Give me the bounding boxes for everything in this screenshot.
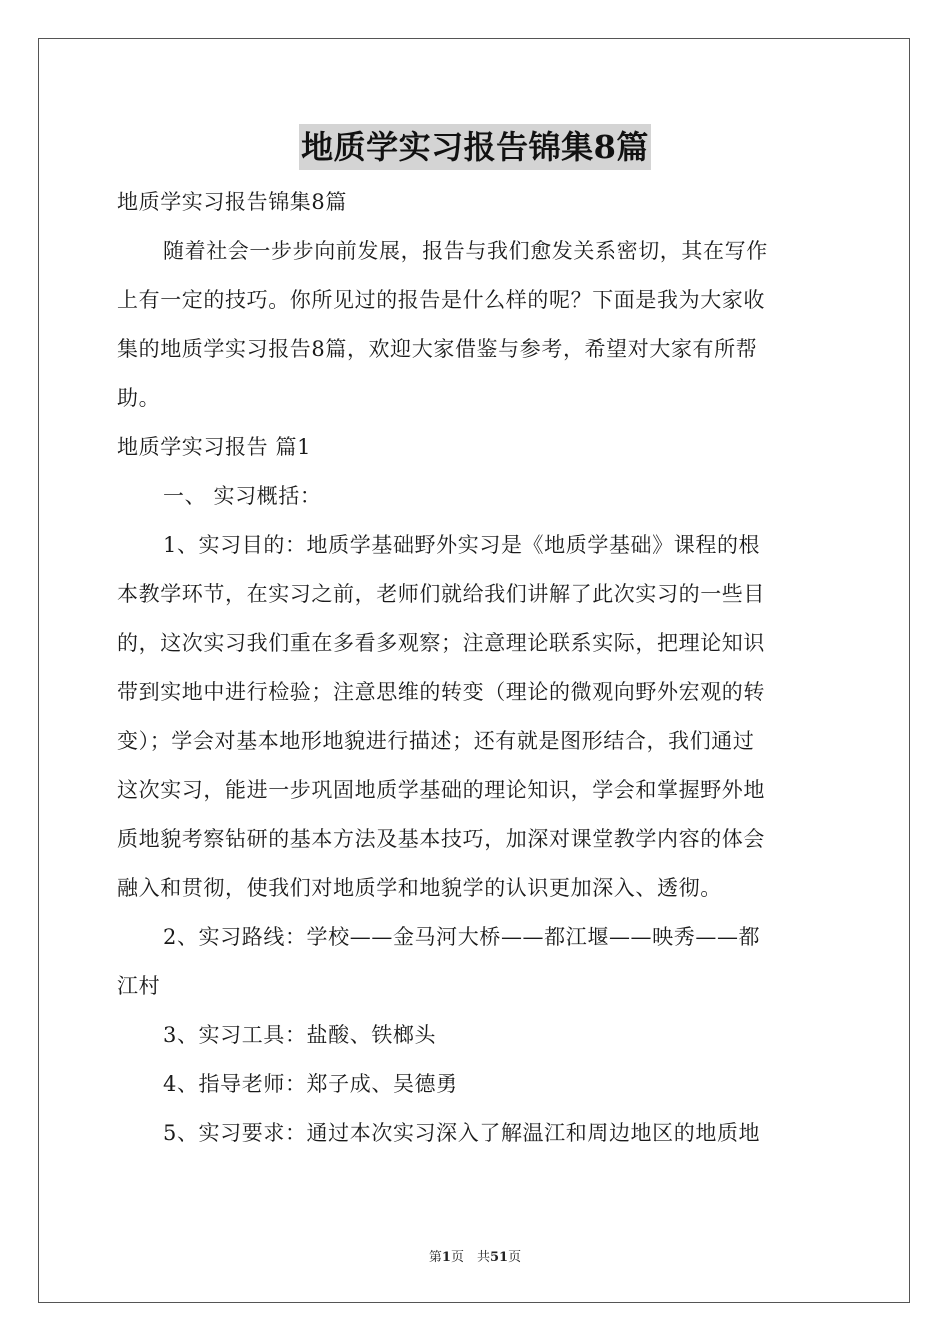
document-subtitle: 地质学实习报告锦集8篇 <box>117 190 347 214</box>
item4-line: 4、指导老师：郑子成、吴德勇 <box>163 1072 458 1096</box>
item2-line: 2、实习路线：学校——金马河大桥——都江堰——映秀——都 <box>163 925 761 949</box>
sub-heading: 一、 实习概括： <box>163 484 322 508</box>
page-footer <box>0 1246 950 1265</box>
title-container <box>0 124 950 170</box>
item1-line: 这次实习，能进一步巩固地质学基础的理论知识，学会和掌握野外地 <box>117 778 765 802</box>
item1-line: 变）；学会对基本地形地貌进行描述；还有就是图形结合，我们通过 <box>117 729 755 753</box>
footer-prefix: 第 <box>428 1250 442 1265</box>
document-title: 地质学实习报告锦集8篇 <box>299 124 651 170</box>
footer-mid: 页 共 <box>450 1250 490 1265</box>
item1-line: 的，这次实习我们重在多看多观察；注意理论联系实际，把理论知识 <box>117 631 765 655</box>
intro-line: 集的地质学实习报告8篇，欢迎大家借鉴与参考，希望对大家有所帮 <box>117 337 758 361</box>
item5-line: 5、实习要求：通过本次实习深入了解温江和周边地区的地质地 <box>163 1121 761 1145</box>
item2-line: 江村 <box>117 974 161 998</box>
footer-page-number: 1 <box>441 1250 451 1265</box>
document-body <box>117 178 833 1158</box>
intro-line: 随着社会一步步向前发展，报告与我们愈发关系密切，其在写作 <box>163 239 768 263</box>
item1-line: 带到实地中进行检验；注意思维的转变（理论的微观向野外宏观的转 <box>117 680 765 704</box>
footer-suffix: 页 <box>508 1250 522 1265</box>
section-heading: 地质学实习报告 篇1 <box>117 435 312 459</box>
footer-total-pages: 51 <box>489 1250 509 1265</box>
item1-line: 质地貌考察钻研的基本方法及基本技巧，加深对课堂教学内容的体会 <box>117 827 765 851</box>
intro-line: 上有一定的技巧。你所见过的报告是什么样的呢？下面是我为大家收 <box>117 288 765 312</box>
intro-line: 助。 <box>117 386 161 410</box>
item3-line: 3、实习工具：盐酸、铁榔头 <box>163 1023 437 1047</box>
item1-line: 融入和贯彻，使我们对地质学和地貌学的认识更加深入、透彻。 <box>117 876 722 900</box>
item1-line: 1、实习目的：地质学基础野外实习是《地质学基础》课程的根 <box>163 533 761 557</box>
item1-line: 本教学环节，在实习之前，老师们就给我们讲解了此次实习的一些目 <box>117 582 765 606</box>
